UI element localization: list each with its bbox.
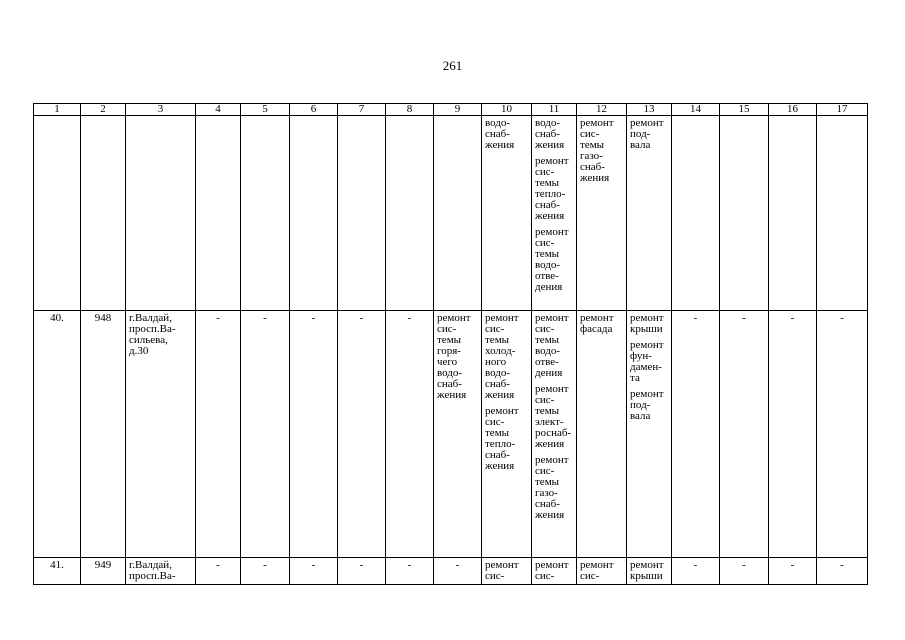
table-cell xyxy=(386,558,434,585)
cell-text: ремонт под- вала xyxy=(630,388,664,422)
cell-text: г.Валдай, просп.Ва- сильева, д.30 xyxy=(129,312,176,357)
table-cell xyxy=(241,558,290,585)
cell-text: - xyxy=(742,559,746,571)
cell-text: - xyxy=(216,559,220,571)
table-cell xyxy=(482,311,532,558)
header-cell: 5 xyxy=(241,104,290,116)
table-cell xyxy=(434,558,482,585)
table-cell xyxy=(482,116,532,311)
cell-text: ремонт под- вала xyxy=(630,117,664,151)
table-cell xyxy=(386,311,434,558)
table-cell xyxy=(196,558,241,585)
table-cell xyxy=(577,311,627,558)
repair-schedule-table xyxy=(33,103,868,585)
cell-text: 949 xyxy=(94,559,112,571)
cell-text: - xyxy=(790,312,795,324)
cell-text: - xyxy=(359,559,364,571)
header-cell: 11 xyxy=(532,104,577,116)
table-cell xyxy=(338,558,386,585)
cell-text: водо- снаб- жения xyxy=(535,117,565,151)
table-cell xyxy=(627,311,672,558)
header-cell: 10 xyxy=(482,104,532,116)
table-cell xyxy=(720,116,769,311)
header-cell: 14 xyxy=(672,104,720,116)
page-number: 261 xyxy=(442,58,463,73)
cell-text: ремонт сис- темы водо- отве- дения xyxy=(535,226,569,293)
table-cell xyxy=(290,558,338,585)
table-cell xyxy=(81,311,126,558)
table-cell xyxy=(769,311,817,558)
cell-text: - xyxy=(407,312,412,324)
table-cell xyxy=(434,116,482,311)
table-cell xyxy=(769,558,817,585)
cell-text: - xyxy=(359,312,364,324)
table-cell xyxy=(627,116,672,311)
header-cell: 1 xyxy=(34,104,81,116)
table-cell xyxy=(672,558,720,585)
table-cell xyxy=(577,116,627,311)
cell-text: - xyxy=(311,559,316,571)
table-cell xyxy=(386,116,434,311)
table-row xyxy=(34,116,868,311)
header-cell: 2 xyxy=(81,104,126,116)
table-row xyxy=(34,558,868,585)
table-cell xyxy=(81,558,126,585)
table-row xyxy=(34,311,868,558)
header-cell: 9 xyxy=(434,104,482,116)
table-cell xyxy=(532,558,577,585)
cell-text: 41. xyxy=(50,559,64,571)
cell-text: ремонт сис- xyxy=(580,559,614,582)
header-cell: 8 xyxy=(386,104,434,116)
header-cell: 17 xyxy=(817,104,868,116)
cell-text: - xyxy=(790,559,795,571)
table-cell xyxy=(532,311,577,558)
column-number-header xyxy=(34,104,868,116)
cell-text: - xyxy=(263,312,267,324)
cell-text: ремонт сис- темы тепло- снаб- жения xyxy=(485,405,519,472)
cell-text: ремонт сис- темы холод- ного водо- снаб- жения xyxy=(485,312,519,401)
cell-text: - xyxy=(693,559,698,571)
table-cell xyxy=(196,116,241,311)
table-cell xyxy=(126,116,196,311)
header-cell: 16 xyxy=(769,104,817,116)
cell-text: водо- снаб- жения xyxy=(485,117,515,151)
table-cell xyxy=(196,311,241,558)
table-cell xyxy=(34,311,81,558)
cell-text: ремонт сис- темы газо- снаб- жения xyxy=(535,454,569,521)
table-cell xyxy=(126,311,196,558)
cell-text: 948 xyxy=(94,312,112,324)
cell-text: ремонт сис- темы тепло- снаб- жения xyxy=(535,155,569,222)
header-cell: 15 xyxy=(720,104,769,116)
table-cell xyxy=(720,311,769,558)
header-cell: 4 xyxy=(196,104,241,116)
cell-text: ремонт фун- дамен- та xyxy=(630,339,664,384)
cell-text: г.Валдай, просп.Ва- xyxy=(129,559,176,582)
cell-text: ремонт сис- темы газо- снаб- жения xyxy=(580,117,614,184)
cell-text: ремонт крыши xyxy=(630,312,664,335)
cell-text: ремонт сис- темы водо- отве- дения xyxy=(535,312,569,379)
table-cell xyxy=(627,558,672,585)
cell-text: ремонт сис- темы элект- роснаб- жения xyxy=(535,383,572,450)
table-cell xyxy=(482,558,532,585)
table-cell xyxy=(126,558,196,585)
cell-text: ремонт сис- xyxy=(535,559,569,582)
table-cell xyxy=(817,116,868,311)
cell-text: ремонт сис- темы горя- чего водо- снаб- жения xyxy=(437,312,471,401)
table-cell xyxy=(241,311,290,558)
table-cell xyxy=(817,311,868,558)
cell-text: ремонт сис- xyxy=(485,559,519,582)
cell-text: - xyxy=(742,312,746,324)
table-cell xyxy=(434,311,482,558)
table-cell xyxy=(34,116,81,311)
header-cell: 7 xyxy=(338,104,386,116)
table-cell xyxy=(81,116,126,311)
header-cell: 6 xyxy=(290,104,338,116)
cell-text: ремонт крыши xyxy=(630,559,664,582)
cell-text: - xyxy=(455,559,460,571)
cell-text: 40. xyxy=(50,312,64,324)
table-cell xyxy=(720,558,769,585)
header-cell: 13 xyxy=(627,104,672,116)
cell-text: - xyxy=(216,312,220,324)
table-cell xyxy=(577,558,627,585)
table-cell xyxy=(338,116,386,311)
header-cell: 12 xyxy=(577,104,627,116)
cell-text: ремонт фасада xyxy=(580,312,614,335)
table-cell xyxy=(241,116,290,311)
table-cell xyxy=(532,116,577,311)
table-cell xyxy=(34,558,81,585)
cell-text: - xyxy=(311,312,316,324)
table-cell xyxy=(817,558,868,585)
table-cell xyxy=(769,116,817,311)
cell-text: - xyxy=(840,559,844,571)
cell-text: - xyxy=(263,559,267,571)
table-cell xyxy=(290,116,338,311)
table-cell xyxy=(290,311,338,558)
table-cell xyxy=(338,311,386,558)
cell-text: - xyxy=(407,559,412,571)
table-cell xyxy=(672,116,720,311)
cell-text: - xyxy=(840,312,844,324)
table-cell xyxy=(672,311,720,558)
header-cell: 3 xyxy=(126,104,196,116)
cell-text: - xyxy=(693,312,698,324)
